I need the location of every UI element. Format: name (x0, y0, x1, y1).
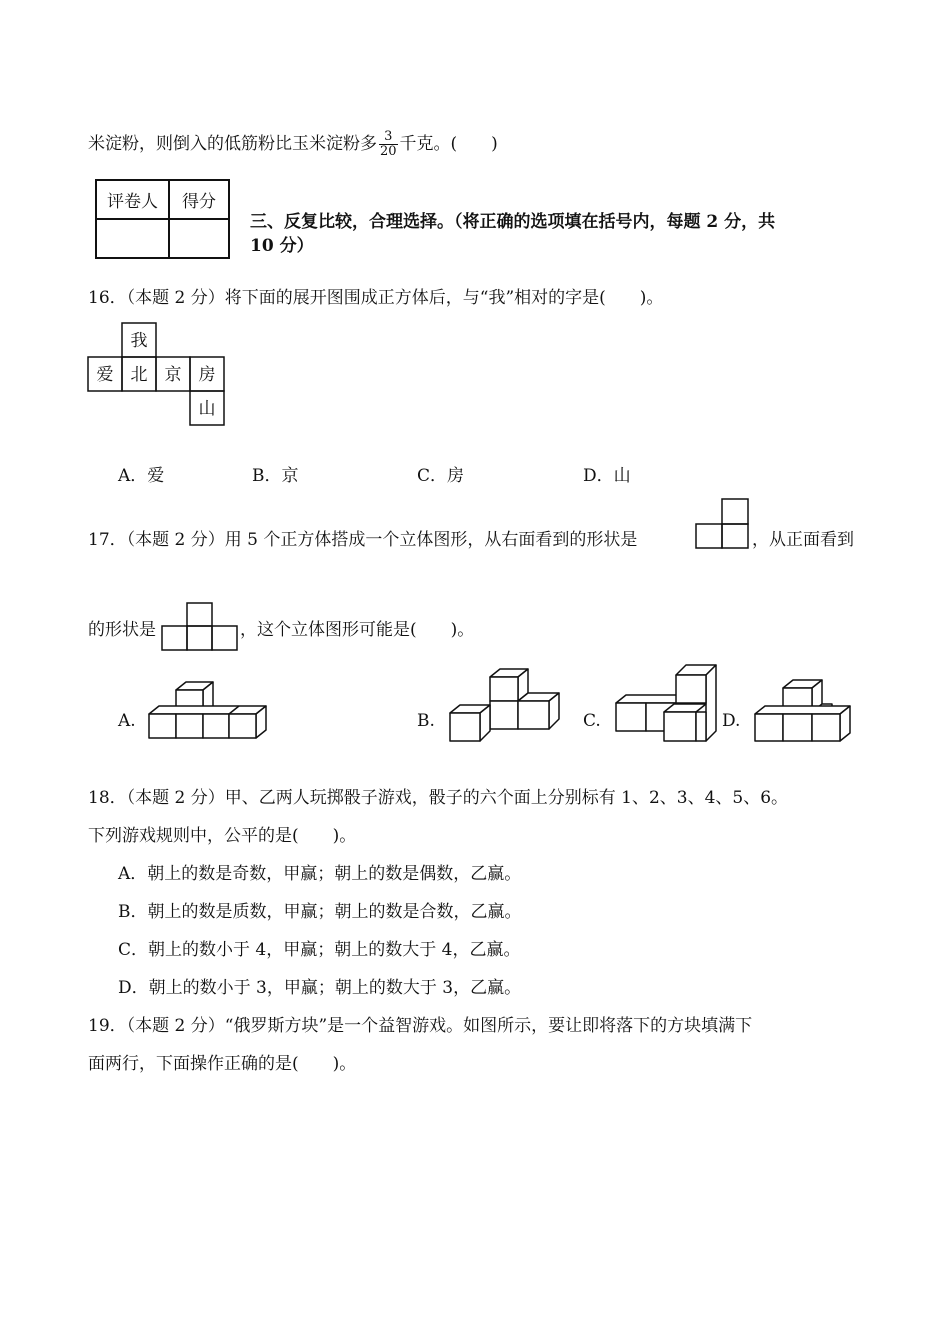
top-line-text-after: 千克。( ) (399, 134, 498, 154)
net-label-row-4: 房 (198, 365, 216, 385)
q18-stem-line2: 下列游戏规则中，公平的是( )。 (88, 826, 357, 846)
section-title-line1: 三、反复比较，合理选择。（将正确的选项填在括号内，每题 2 分，共 (250, 212, 776, 232)
net-label-bottom: 山 (198, 399, 216, 419)
q17-figure-a (149, 682, 266, 738)
net-label-top: 我 (130, 331, 148, 351)
net-label-row-3: 京 (164, 365, 182, 385)
q17-figure-c (616, 665, 716, 741)
net-label-row-2: 北 (130, 365, 148, 385)
q17-stem-part-c: 的形状是 (88, 620, 156, 640)
fraction-numerator: 3 (379, 130, 398, 145)
q16-option-c[interactable]: C．房 (417, 466, 465, 486)
net-label-row-1: 爱 (96, 365, 114, 385)
top-line-text-before: 米淀粉，则倒入的低筋粉比玉米淀粉多 (88, 134, 377, 154)
q17-figure-b (450, 669, 559, 741)
q17-stem-part-b: ，从正面看到 (752, 530, 854, 550)
q17-option-d[interactable]: D. (722, 711, 741, 731)
q17-option-a[interactable]: A. (118, 711, 136, 731)
score-table-header-grader: 评卷人 (96, 180, 169, 219)
q16-option-b[interactable]: B．京 (252, 466, 299, 486)
q17-stem-part-a: 17．（本题 2 分）用 5 个正方体搭成一个立体图形，从右面看到的形状是 (88, 530, 638, 550)
q16-option-a[interactable]: A．爱 (118, 466, 165, 486)
section-title-line2: 10 分） (250, 236, 314, 256)
q19-stem-line1: 19．（本题 2 分）“俄罗斯方块”是一个益智游戏。如图所示，要让即将落下的方块填满下 (88, 1016, 753, 1036)
q18-stem-line1: 18．（本题 2 分）甲、乙两人玩掷骰子游戏，骰子的六个面上分别标有 1、2、3、4、5、6。 (88, 788, 789, 808)
q19-stem-line2: 面两行，下面操作正确的是( )。 (88, 1054, 357, 1074)
q17-option-c[interactable]: C. (583, 711, 601, 731)
q17-option-b[interactable]: B. (417, 711, 435, 731)
score-table-header-score: 得分 (169, 180, 229, 219)
q17-figure-d (755, 680, 850, 741)
q18-option-c[interactable]: C．朝上的数小于 4，甲赢；朝上的数大于 4，乙赢。 (118, 940, 521, 960)
q17-stem-part-d: ，这个立体图形可能是( )。 (240, 620, 475, 640)
q16-stem: 16．（本题 2 分）将下面的展开图围成正方体后，与“我”相对的字是( )。 (88, 288, 664, 308)
fraction-denominator: 20 (380, 144, 397, 159)
q16-option-d[interactable]: D．山 (583, 466, 631, 486)
q18-option-a[interactable]: A．朝上的数是奇数，甲赢；朝上的数是偶数，乙赢。 (118, 864, 522, 884)
q18-option-b[interactable]: B．朝上的数是质数，甲赢；朝上的数是合数，乙赢。 (118, 902, 522, 922)
q18-option-d[interactable]: D．朝上的数小于 3，甲赢；朝上的数大于 3，乙赢。 (118, 978, 522, 998)
